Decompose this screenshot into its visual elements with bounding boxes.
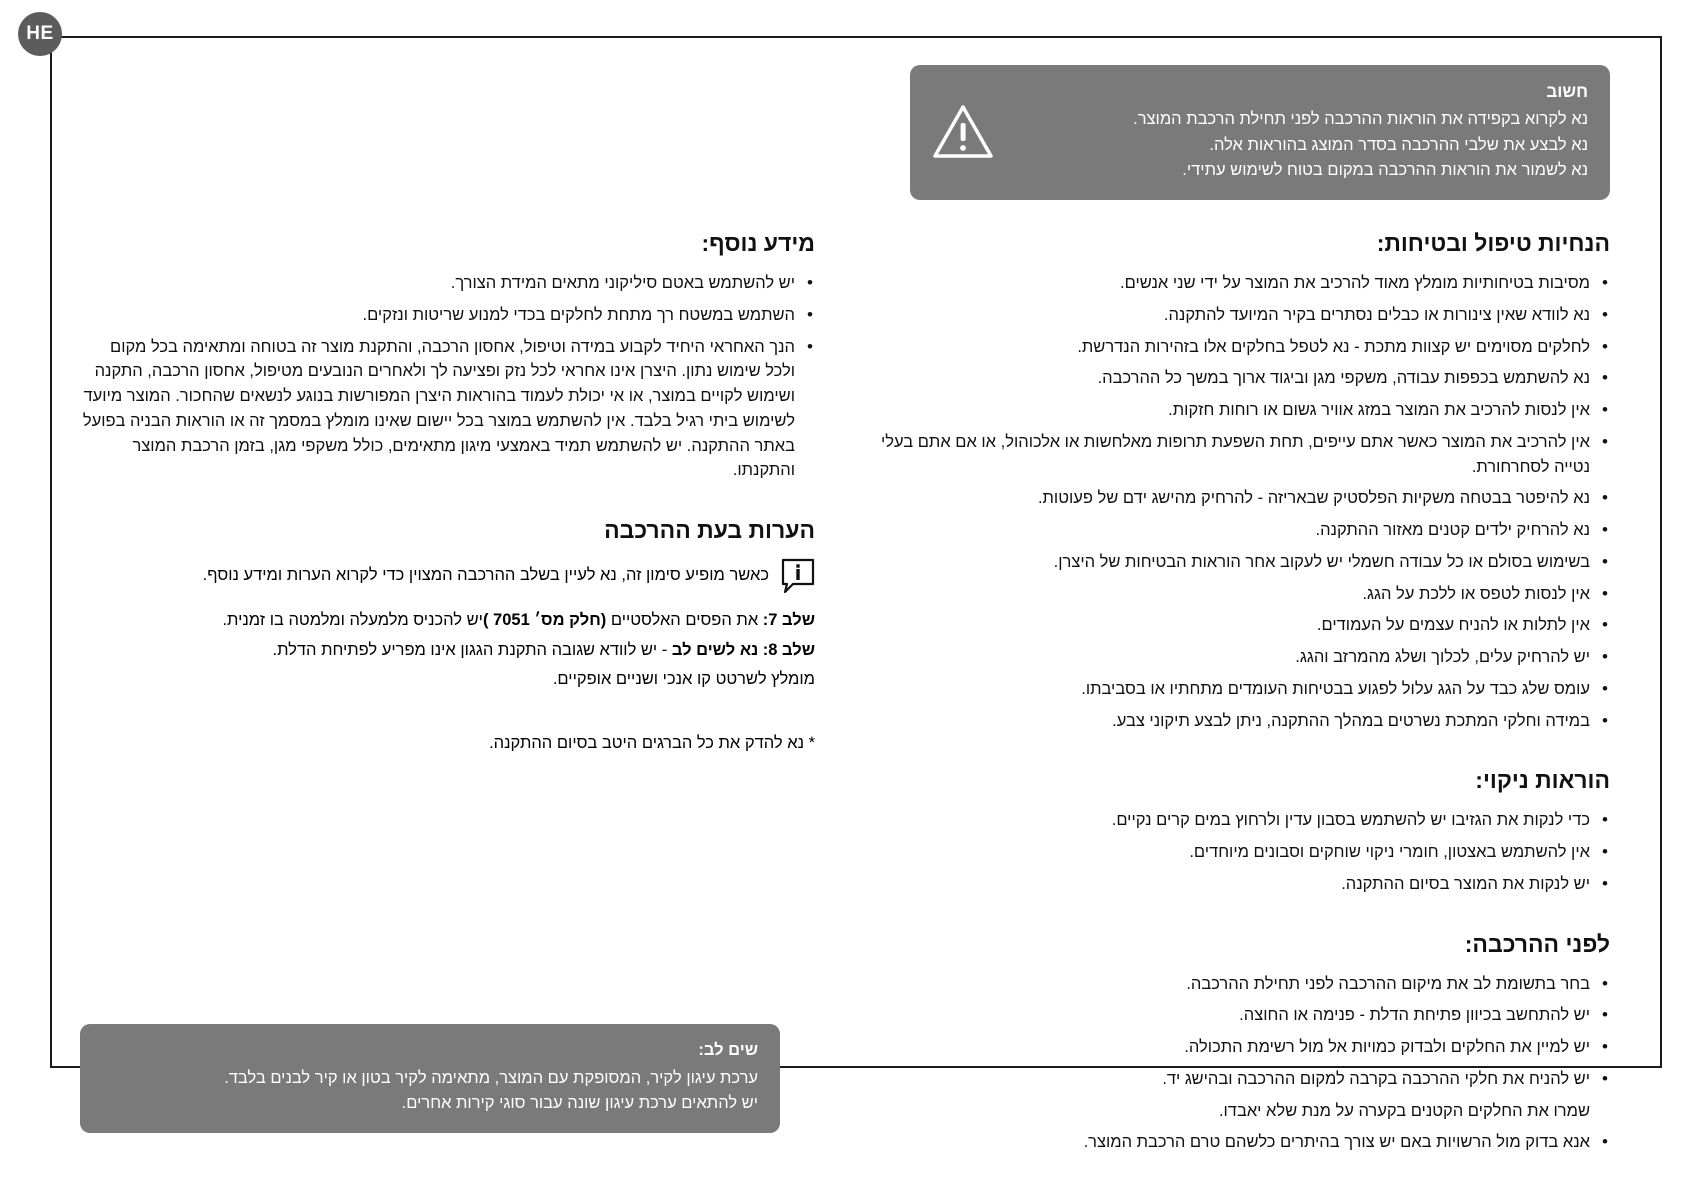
warning-line-3: נא לשמור את הוראות ההרכבה במקום בטוח לשימוש עתידי.	[1182, 161, 1588, 180]
list-item: • אין לנסות להרכיב את המוצר במזג אוויר גשום או רוחות חזקות.	[875, 398, 1610, 423]
list-item: • אין לתלות או להניח עצמים על העמודים.	[875, 613, 1610, 638]
before-assembly-section-title: לפני ההרכבה:	[1464, 930, 1610, 957]
section-cleaning	[875, 767, 1610, 896]
content-columns	[75, 230, 1610, 1162]
additional-info-list	[80, 271, 815, 483]
warning-title: חשוב	[1546, 82, 1588, 101]
warning-line-2: נא לבצע את שלבי ההרכבה בסדר המוצג בהוראות אלה.	[1209, 135, 1588, 154]
list-item: • אין להרכיב את המוצר כאשר אתם עייפים, תחת השפעת תרופות מאלחשות או אלכוהול, או אם אתם בעלי נטייה לסחרחורת.	[875, 430, 1610, 480]
assembly-extra-note: מומלץ לשרטט קו אנכי ושניים אופקיים.	[552, 670, 815, 689]
list-item: • בחר בתשומת לב את מיקום ההרכבה לפני תחילת ההרכבה.	[875, 972, 1610, 997]
cleaning-section-title: הוראות ניקוי:	[1475, 767, 1610, 794]
column-left	[80, 230, 815, 1162]
assembly-step-7	[80, 608, 815, 634]
list-item: • הנך האחראי היחיד לקבוע במידה וטיפול, אחסון הרכבה, והתקנת מוצר זה בטוחה ומתאימה בכל מקום ולכל שימוש נתון. היצרן אינו אחראי לכל נזק ופציעה לך ולאחרים הנובעים מטיפול, אחסון הרכבה, התקנה ושימוש לקויים במוצר, או אי יכולת לעמוד בהוראות היצרן המפורשות בנוגע לנשאים שהחכור. המוצר מיועד לשימוש ביתי רגיל בלבד. אין להשתמש במוצר בכל יישום שאינו מומלץ במסמך זה או הוראות הבניה בפועל באתר ההתקנה. יש להשתמש תמיד באמצעי מיגון מתאימים, כולל משקפי מגן, בזמן הרכבת המוצר והתקנתו.	[80, 335, 815, 484]
warning-line-1: נא לקרוא בקפידה את הוראות ההרכבה לפני תחילת הרכבת המוצר.	[1133, 110, 1588, 129]
section-safety	[875, 230, 1610, 733]
list-item: • נא להשתמש בכפפות עבודה, משקפי מגן וביגוד ארוך במשך כל ההרכבה.	[875, 366, 1610, 391]
list-item: • נא להיפטר בבטחה משקיות הפלסטיק שבאריזה - להרחיק מהישג ידם של פעוטות.	[875, 486, 1610, 511]
list-item: • נא לוודא שאין צינורות או כבלים נסתרים בקיר המיועד להתקנה.	[875, 303, 1610, 328]
list-item: • אין להשתמש באצטון, חומרי ניקוי שוחקים וסבונים מיוחדים.	[875, 840, 1610, 865]
section-additional-info	[80, 230, 815, 483]
list-item: • במידה וחלקי המתכת נשרטים במהלך ההתקנה, ניתן לבצע תיקוני צבע.	[875, 709, 1610, 734]
step-7-text-before: את הפסים האלסטיים	[606, 611, 763, 629]
note-box-title: שים לב:	[698, 1041, 758, 1060]
warning-text-block	[1012, 79, 1588, 184]
list-item: • עומס שלג כבד על הגג עלול לפגוע בבטיחות העומדים מתחתיו או בסביבתו.	[875, 677, 1610, 702]
step-7-label: שלב 7:	[762, 611, 815, 629]
column-right	[875, 230, 1610, 1162]
before-assembly-list	[875, 972, 1610, 1156]
cleaning-list	[875, 808, 1610, 896]
note-box-line-2: יש להתאים ערכת עיגון שונה עבור סוגי קירות אחרים.	[401, 1094, 758, 1113]
list-item: • אנא בדוק מול הרשויות באם יש צורך בהיתרים כלשהם טרם הרכבת המוצר.	[875, 1130, 1610, 1155]
assembly-info-text: כאשר מופיע סימון זה, נא לעיין בשלב ההרכבה המצוין כדי לקרוא הערות ומידע נוסף.	[202, 566, 769, 584]
list-item: • בשימוש בסולם או כל עבודה חשמלי יש לעקוב אחר הוראות הבטיחות של היצרן.	[875, 550, 1610, 575]
list-item: • השתמש במשטח רך מתחת לחלקים בכדי למנוע שריטות ונזקים.	[80, 303, 815, 328]
warning-triangle-icon	[932, 103, 994, 161]
attention-note-box	[80, 1024, 780, 1133]
list-item: • יש להשתמש באטם סיליקוני מתאים המידת הצורך.	[80, 271, 815, 296]
list-item: • נא להרחיק ילדים קטנים מאזור ההתקנה.	[875, 518, 1610, 543]
list-item: • יש לנקות את המוצר בסיום ההתקנה.	[875, 872, 1610, 897]
list-item: • לחלקים מסוימים יש קצוות מתכת - נא לטפל בחלקים אלו בזהירות הנדרשת.	[875, 335, 1610, 360]
list-item: • כדי לנקות את הגזיבו יש להשתמש בסבון עדין ולרחוץ במים קרים נקיים.	[875, 808, 1610, 833]
list-item: • יש להרחיק עלים, לכלוך ושלג מהמרזב והגג.	[875, 645, 1610, 670]
list-item: • יש להתחשב בכיוון פתיחת הדלת - פנימה או החוצה.	[875, 1003, 1610, 1028]
list-item: • מסיבות בטיחותיות מומלץ מאוד להרכיב את המוצר על ידי שני אנשים.	[875, 271, 1610, 296]
assembly-step-8	[80, 638, 815, 664]
assembly-notes-section-title: הערות בעת ההרכבה	[604, 517, 815, 543]
step-7-text-after: יש להכניס מלמעלה ומלמטה בו זמנית.	[222, 611, 483, 629]
note-box-line-1: ערכת עיגון לקיר, המסופקת עם המוצר, מתאימה לקיר בטון או קיר לבנים בלבד.	[224, 1068, 758, 1087]
step-7-part-number: (חלק מס׳ 7051 )	[482, 611, 607, 629]
section-before-assembly	[875, 931, 1610, 1156]
additional-info-section-title: מידע נוסף:	[701, 230, 815, 256]
section-assembly-notes	[80, 517, 815, 753]
assembly-info-row	[80, 558, 815, 592]
language-badge: HE	[18, 12, 62, 56]
step-8-label: שלב 8: נא לשים לב	[671, 640, 815, 659]
info-icon	[781, 558, 815, 592]
list-item: • יש למיין את החלקים ולבדוק כמויות אל מול רשימת התכולה.	[875, 1035, 1610, 1060]
list-item: • אין לנסות לטפס או ללכת על הגג.	[875, 582, 1610, 607]
list-subitem: שמרו את החלקים הקטנים בקערה על מנת שלא יאבדו.	[1218, 1101, 1590, 1120]
assembly-star-note: * נא להדק את כל הברגים היטב בסיום ההתקנה.	[489, 733, 815, 752]
safety-list	[875, 271, 1610, 733]
list-item: • יש להניח את חלקי ההרכבה בקרבה למקום ההרכבה ובהישג יד.	[875, 1067, 1610, 1092]
step-8-text: - יש לוודא שגובה התקנת הגגון אינו מפריע לפתיחת הדלת.	[272, 640, 672, 659]
important-warning-box	[910, 65, 1610, 200]
safety-section-title: הנחיות טיפול ובטיחות:	[1376, 230, 1610, 256]
